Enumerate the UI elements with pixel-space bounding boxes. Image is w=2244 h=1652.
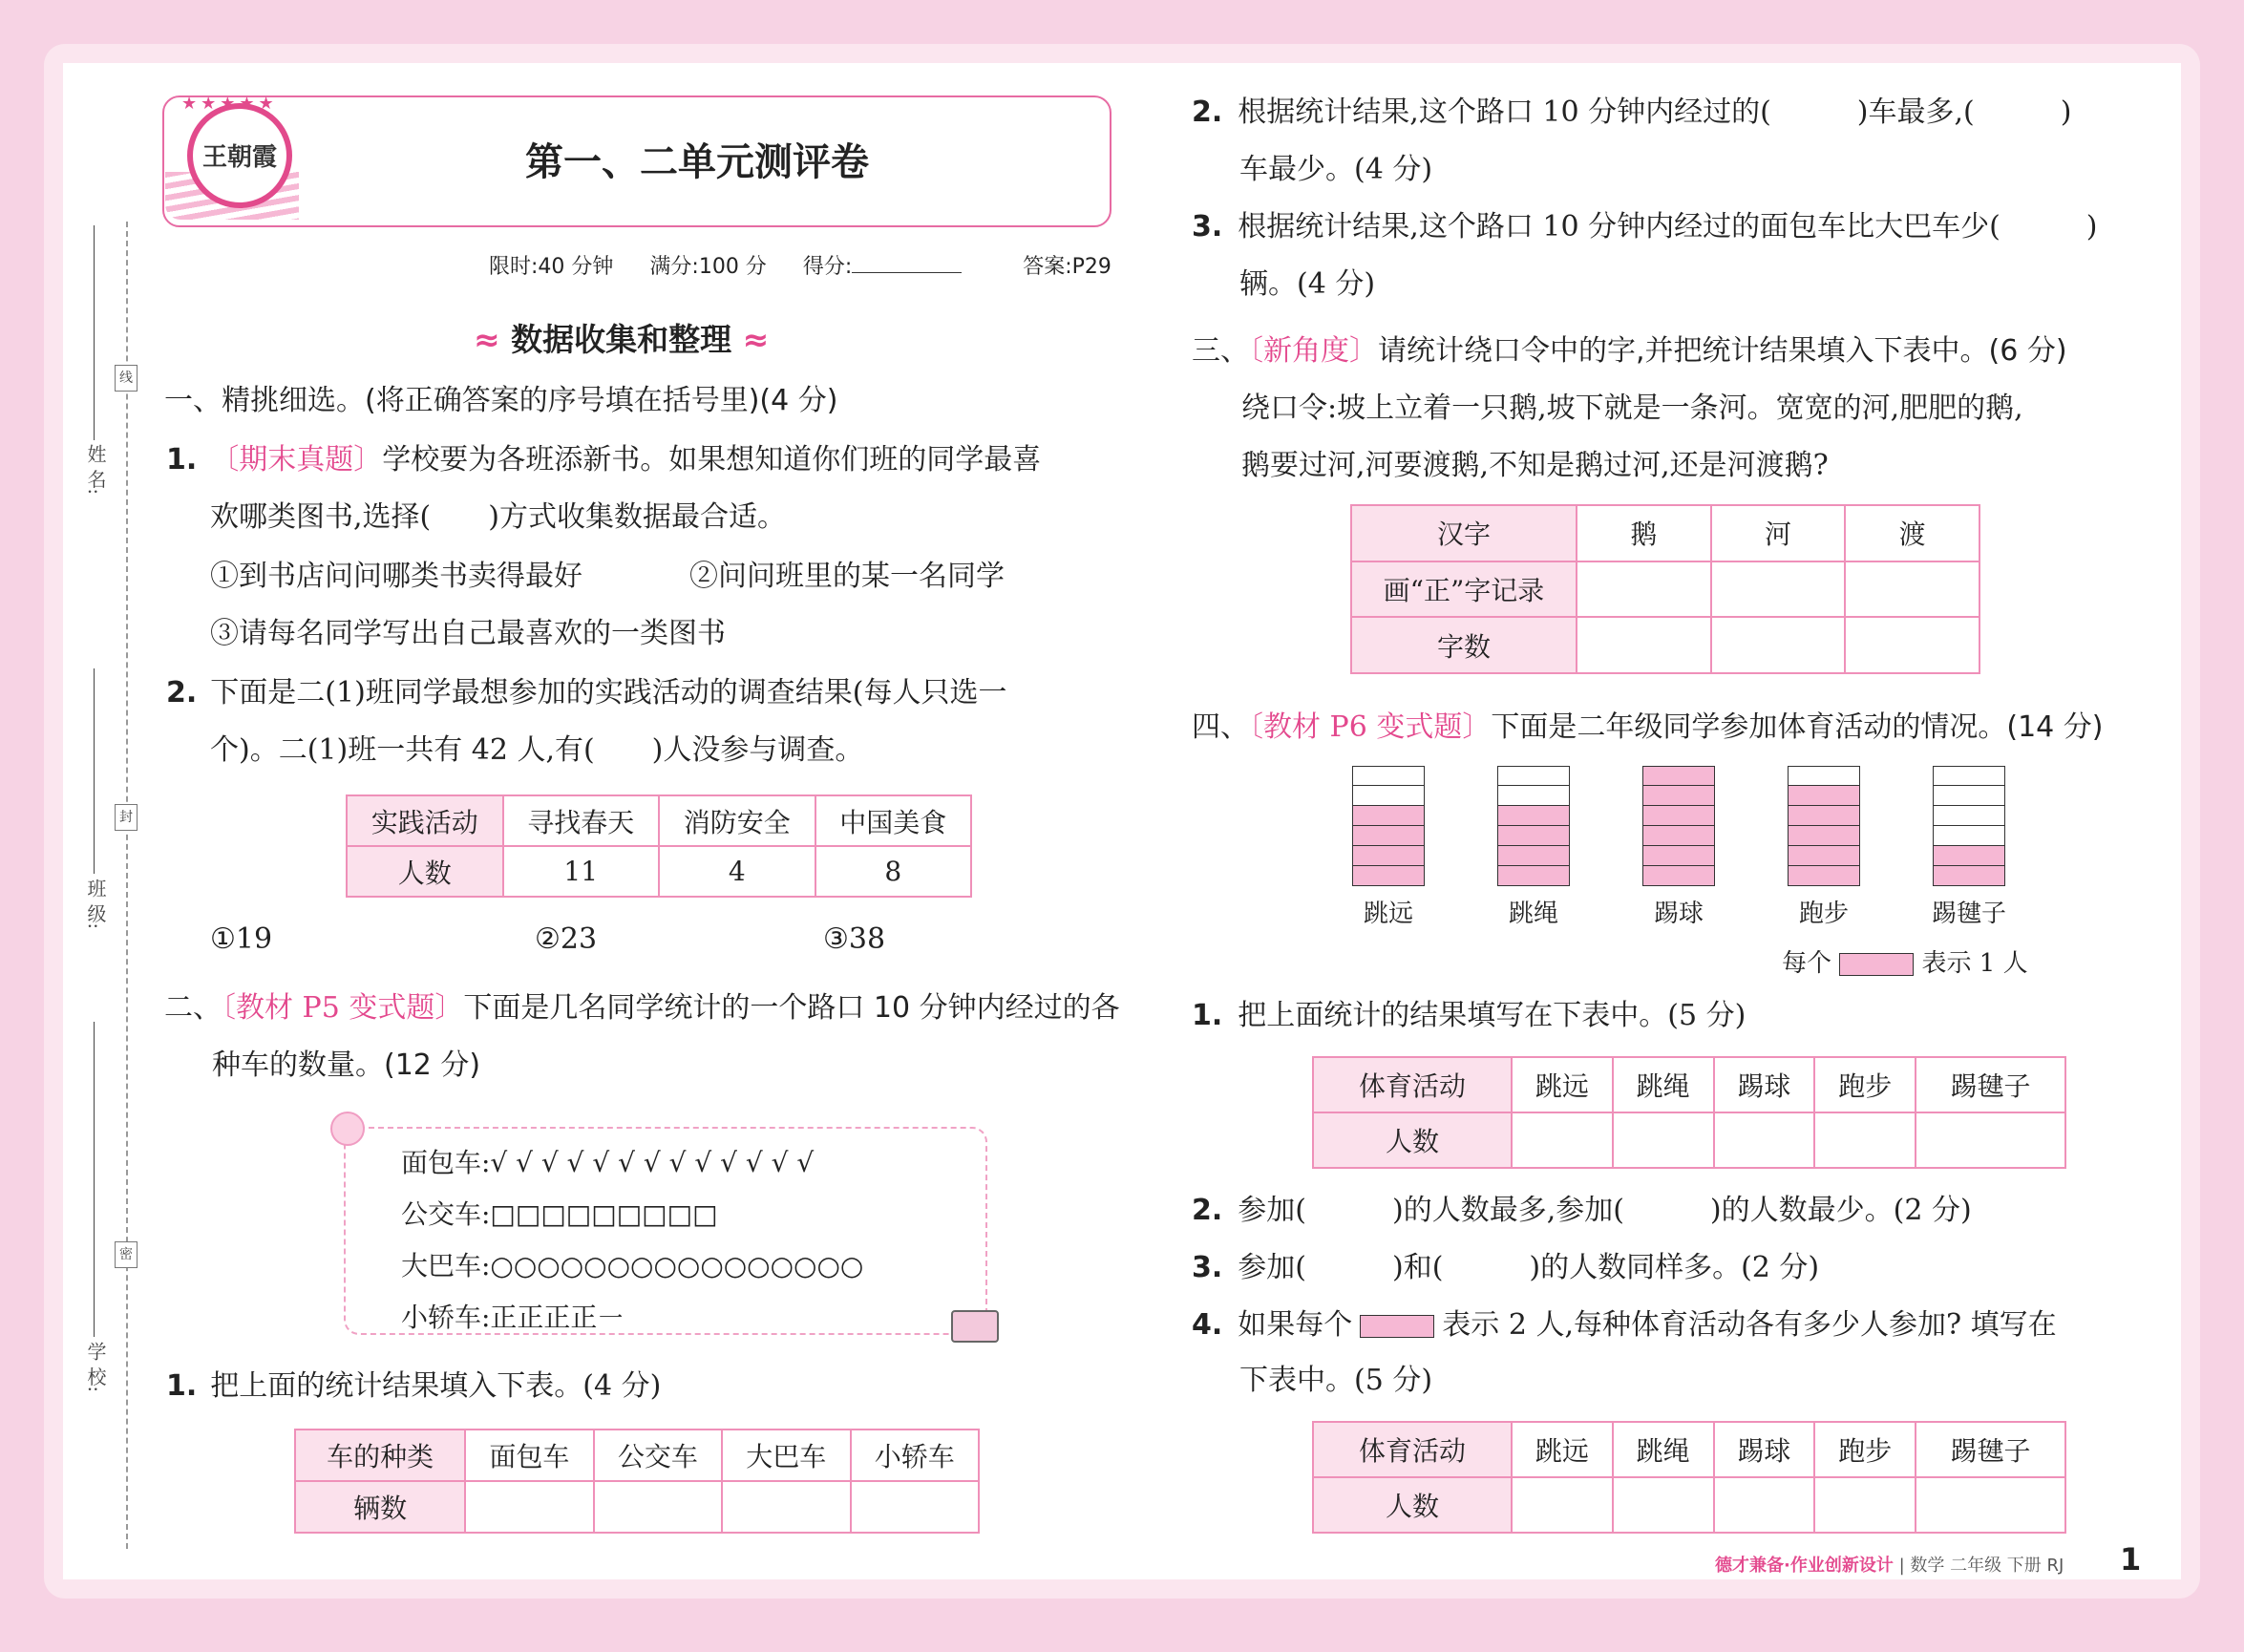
- unit-title-text: 数据收集和整理: [511, 321, 732, 358]
- bar-unit: [1497, 806, 1570, 826]
- school-label: 学 校:: [84, 1342, 107, 1393]
- bar-unit: [1352, 766, 1425, 786]
- bar-label: 跳绳: [1508, 900, 1558, 928]
- logo-text: 王朝霞: [201, 143, 277, 172]
- bar-unit: [1352, 826, 1425, 846]
- bar-label: 跳远: [1363, 900, 1413, 928]
- option: ②问问班里的某一名同学: [689, 560, 1005, 593]
- bar-label: 踢毽子: [1931, 900, 2006, 928]
- table-header: 鹅: [1577, 505, 1711, 561]
- bar-unit: [1642, 846, 1715, 866]
- bar-跳绳: [1497, 766, 1570, 886]
- s4-q4: 4. 如果每个 表示 2 人,每种体育活动各有多少人参加? 填写在: [1192, 1308, 2057, 1342]
- section1-heading: 一、精挑细选。(将正确答案的序号填在括号里)(4 分): [164, 384, 838, 417]
- table-header: 体育活动: [1313, 1057, 1512, 1112]
- table-header: 实践活动: [347, 795, 503, 846]
- bar-踢毽子: [1933, 766, 2005, 886]
- legend-post: 表示 1 人: [1921, 949, 2028, 978]
- table-header: 踢球: [1714, 1422, 1815, 1477]
- s4-q2: 2. 参加( )的人数最多,参加( )的人数最少。(2 分): [1192, 1194, 1972, 1227]
- table-header: 跳远: [1512, 1057, 1613, 1112]
- row-label: 画“正”字记录: [1351, 561, 1577, 618]
- row-label: 辆数: [295, 1481, 465, 1533]
- answer-cell[interactable]: [1613, 1112, 1714, 1168]
- section2-heading: 二、〔教材 P5 变式题〕下面是几名同学统计的一个路口 10 分钟内经过的各: [164, 991, 1120, 1025]
- wave-icon: ≈: [742, 321, 770, 358]
- page-title: 第一、二单元测评卷: [525, 140, 869, 184]
- answer-cell[interactable]: [1845, 617, 1979, 673]
- binding-mark: 封: [115, 804, 138, 831]
- bar-label: 跑步: [1798, 900, 1849, 928]
- answer-cell[interactable]: [851, 1481, 979, 1533]
- legend-box-icon: [1839, 953, 1914, 976]
- table-header: 河: [1711, 505, 1846, 561]
- bar-跳远: [1352, 766, 1425, 886]
- row-label: 字数: [1351, 617, 1577, 673]
- bar-unit: [1933, 766, 2005, 786]
- bar-unit: [1933, 826, 2005, 846]
- table-cell: 8: [815, 846, 972, 897]
- answer-ref: 答案:P29: [1023, 255, 1111, 279]
- table-header: 消防安全: [659, 795, 815, 846]
- activity-table: [346, 794, 972, 898]
- answer-cell[interactable]: [1577, 617, 1711, 673]
- bar-unit: [1352, 866, 1425, 886]
- row-label: 人数: [347, 846, 503, 897]
- answer-cell[interactable]: [1577, 561, 1711, 618]
- bar-unit: [1933, 866, 2005, 886]
- binding-mark: 线: [115, 365, 138, 392]
- table-header: 中国美食: [815, 795, 972, 846]
- table-header: 踢毽子: [1916, 1057, 2065, 1112]
- table-header: 寻找春天: [503, 795, 660, 846]
- option: ③38: [823, 922, 886, 956]
- chart-legend: [1782, 943, 2028, 979]
- table-header: 小轿车: [851, 1430, 979, 1481]
- s1-q1: 1. 〔期末真题〕学校要为各班添新书。如果想知道你们班的同学最喜: [166, 443, 1042, 477]
- bar-unit: [1497, 786, 1570, 806]
- bar-unit: [1933, 846, 2005, 866]
- books-icon: [951, 1310, 999, 1343]
- s2-q1: 1. 把上面的统计结果填入下表。(4 分): [166, 1369, 662, 1403]
- answer-cell[interactable]: [1512, 1477, 1613, 1533]
- unit-title: [474, 315, 769, 360]
- table-header: 体育活动: [1313, 1422, 1512, 1477]
- vehicle-table: [294, 1429, 980, 1534]
- legend-box-icon: [1360, 1315, 1434, 1338]
- bar-unit: [1642, 866, 1715, 886]
- bar-unit: [1497, 826, 1570, 846]
- record-line: 大巴车:○○○○○○○○○○○○○○○○: [401, 1250, 864, 1281]
- option: ①到书店问问哪类书卖得最好: [210, 560, 582, 593]
- character-table: [1350, 504, 1980, 674]
- answer-cell[interactable]: [1916, 1112, 2065, 1168]
- brand-logo: [187, 103, 292, 208]
- answer-cell[interactable]: [465, 1481, 593, 1533]
- table-cell: 11: [503, 846, 660, 897]
- answer-cell[interactable]: [1714, 1112, 1815, 1168]
- table-cell: 4: [659, 846, 815, 897]
- record-line: 公交车:□□□□□□□□□: [401, 1198, 718, 1230]
- table-header: 跑步: [1814, 1422, 1916, 1477]
- s2-q2-line2: 车最少。(4 分): [1239, 153, 1433, 186]
- sun-icon: [330, 1112, 365, 1146]
- answer-cell[interactable]: [1916, 1477, 2065, 1533]
- bar-label: 踢球: [1653, 900, 1704, 928]
- section2-line2: 种车的数量。(12 分): [212, 1048, 481, 1082]
- bar-unit: [1788, 766, 1860, 786]
- bar-unit: [1933, 806, 2005, 826]
- answer-cell[interactable]: [1845, 561, 1979, 618]
- bar-unit: [1642, 786, 1715, 806]
- wave-icon: ≈: [474, 321, 500, 358]
- option: ①19: [210, 922, 273, 956]
- table-header: 汉字: [1351, 505, 1577, 561]
- sports-table-1: [1312, 1056, 2066, 1169]
- name-blank: [94, 225, 95, 440]
- row-label: 人数: [1313, 1112, 1512, 1168]
- answer-cell[interactable]: [722, 1481, 850, 1533]
- answer-cell[interactable]: [1711, 617, 1846, 673]
- bar-unit: [1497, 866, 1570, 886]
- sports-table-2: [1312, 1421, 2066, 1534]
- page-number: 1: [2120, 1541, 2142, 1578]
- s2-q3: 3. 根据统计结果,这个路口 10 分钟内经过的面包车比大巴车少( ): [1192, 210, 2098, 244]
- footer-info: | 数学 二年级 下册 RJ: [1898, 1556, 2064, 1576]
- option: ③请每名同学写出自己最喜欢的一类图书: [210, 617, 726, 650]
- answer-cell[interactable]: [1814, 1477, 1916, 1533]
- score-field[interactable]: [852, 272, 962, 273]
- answer-cell[interactable]: [1814, 1112, 1916, 1168]
- bar-跑步: [1788, 766, 1860, 886]
- bar-踢球: [1642, 766, 1715, 886]
- bar-unit: [1788, 826, 1860, 846]
- answer-cell[interactable]: [1613, 1477, 1714, 1533]
- class-label: 班 级:: [84, 879, 107, 930]
- table-header: 跳绳: [1613, 1057, 1714, 1112]
- table-header: 跑步: [1814, 1057, 1916, 1112]
- row-label: 人数: [1313, 1477, 1512, 1533]
- table-header: 踢毽子: [1916, 1422, 2065, 1477]
- s4-q4-line2: 下表中。(5 分): [1239, 1364, 1433, 1397]
- section4-heading: 四、〔教材 P6 变式题〕下面是二年级同学参加体育活动的情况。(14 分): [1192, 710, 2104, 744]
- tongue-twister: 绕口令:坡上立着一只鹅,坡下就是一条河。宽宽的河,肥肥的鹅,: [1241, 392, 2023, 425]
- tongue-twister: 鹅要过河,河要渡鹅,不知是鹅过河,还是河渡鹅?: [1241, 449, 1829, 482]
- table-header: 跳绳: [1613, 1422, 1714, 1477]
- bar-unit: [1352, 806, 1425, 826]
- bar-unit: [1642, 826, 1715, 846]
- class-blank: [94, 668, 95, 874]
- answer-cell[interactable]: [1714, 1477, 1815, 1533]
- binding-mark: 密: [115, 1241, 138, 1268]
- answer-cell[interactable]: [594, 1481, 722, 1533]
- answer-cell[interactable]: [1512, 1112, 1613, 1168]
- table-header: 大巴车: [722, 1430, 850, 1481]
- record-line: 小轿车:正正正正㇐: [401, 1302, 625, 1333]
- table-header: 踢球: [1714, 1057, 1815, 1112]
- section3-heading: 三、〔新角度〕请统计绕口令中的字,并把统计结果填入下表中。(6 分): [1192, 334, 2067, 368]
- s1-q1-line2: 欢哪类图书,选择( )方式收集数据最合适。: [210, 500, 786, 534]
- answer-cell[interactable]: [1711, 561, 1846, 618]
- binding-line: [126, 222, 128, 1549]
- record-line: 面包车:√ √ √ √ √ √ √ √ √ √ √ √ √: [401, 1147, 815, 1178]
- score-label: 得分:: [802, 255, 853, 279]
- footer-series: 德才兼备·作业创新设计: [1715, 1556, 1894, 1576]
- bar-unit: [1642, 766, 1715, 786]
- s2-q2: 2. 根据统计结果,这个路口 10 分钟内经过的( )车最多,( ): [1192, 95, 2072, 129]
- s4-q1: 1. 把上面统计的结果填写在下表中。(5 分): [1192, 999, 1747, 1032]
- bar-unit: [1497, 846, 1570, 866]
- s1-q2: 2. 下面是二(1)班同学最想参加的实践活动的调查结果(每人只选一: [166, 676, 1007, 710]
- school-blank: [94, 1022, 95, 1337]
- exam-info: [489, 250, 1111, 280]
- bar-unit: [1497, 766, 1570, 786]
- full-score: 满分:100 分: [649, 255, 767, 279]
- table-header: 面包车: [465, 1430, 593, 1481]
- footer: [1715, 1552, 2064, 1577]
- bar-unit: [1933, 786, 2005, 806]
- bar-unit: [1788, 806, 1860, 826]
- table-header: 车的种类: [295, 1430, 465, 1481]
- bar-unit: [1788, 786, 1860, 806]
- bar-unit: [1788, 846, 1860, 866]
- bar-unit: [1352, 786, 1425, 806]
- option: ②23: [535, 922, 598, 956]
- bar-unit: [1788, 866, 1860, 886]
- logo-stars-icon: ★★★★★: [181, 94, 278, 114]
- table-header: 跳远: [1512, 1422, 1613, 1477]
- time-limit: 限时:40 分钟: [489, 255, 614, 279]
- s2-q3-line2: 辆。(4 分): [1239, 267, 1376, 301]
- bar-unit: [1642, 806, 1715, 826]
- s4-q3: 3. 参加( )和( )的人数同样多。(2 分): [1192, 1251, 1820, 1284]
- name-label: 姓 名:: [84, 444, 107, 496]
- legend-pre: 每个: [1782, 949, 1832, 978]
- bar-unit: [1352, 846, 1425, 866]
- table-header: 渡: [1845, 505, 1979, 561]
- table-header: 公交车: [594, 1430, 722, 1481]
- s1-q2-line2: 个)。二(1)班一共有 42 人,有( )人没参与调查。: [210, 733, 864, 767]
